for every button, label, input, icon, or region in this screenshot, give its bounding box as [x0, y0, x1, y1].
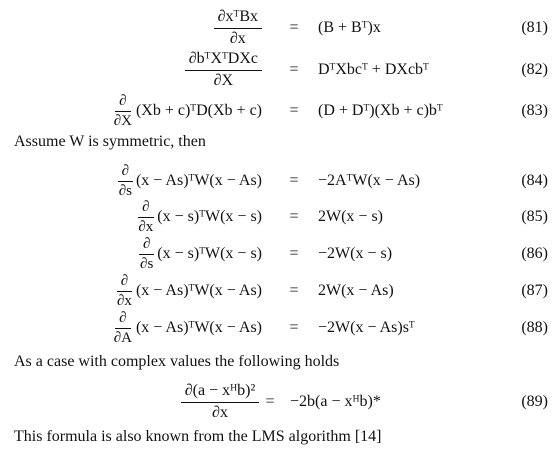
- complex-case-text: As a case with complex values the following holds: [14, 353, 340, 370]
- fraction-numerator: ∂: [117, 273, 132, 292]
- fraction: [136, 236, 157, 272]
- fraction: [115, 163, 136, 199]
- equation-rhs: −2AᵀW(x − As): [318, 172, 421, 189]
- derivative-argument: (Xb + c)ᵀD(Xb + c): [135, 102, 262, 119]
- equals-sign: =: [289, 208, 299, 225]
- equation-rhs: 2W(x − s): [318, 208, 384, 225]
- fraction: [113, 273, 136, 309]
- fraction-numerator: ∂: [115, 93, 130, 112]
- equation-number: (81): [521, 19, 548, 36]
- equation-81: [0, 8, 556, 48]
- fraction: [110, 93, 136, 129]
- derivative-argument: (x − As)ᵀW(x − As): [135, 319, 262, 336]
- equation-89: [0, 380, 556, 424]
- fraction-denominator: ∂s: [140, 256, 154, 272]
- fraction-numerator: ∂: [115, 310, 130, 329]
- fraction: [185, 50, 262, 90]
- fraction-denominator: ∂x: [229, 30, 246, 47]
- equation-number: (85): [521, 208, 548, 225]
- equation-number: (86): [521, 245, 548, 262]
- fraction: [134, 199, 157, 235]
- equation-number: (82): [521, 61, 548, 78]
- equation-lhs: [134, 198, 262, 236]
- equation-83: [0, 90, 556, 132]
- equals-sign: =: [289, 19, 299, 36]
- equation-rhs: −2W(x − As)sᵀ: [318, 319, 415, 336]
- equation-lhs: [115, 161, 262, 201]
- equals-sign: =: [289, 282, 299, 299]
- equation-rhs: 2W(x − As): [318, 282, 394, 299]
- equation-number: (84): [521, 172, 548, 189]
- equals-sign: =: [289, 319, 299, 336]
- equals-sign: =: [265, 393, 275, 410]
- equation-number: (88): [521, 319, 548, 336]
- fraction-numerator: ∂: [138, 199, 153, 218]
- fraction-denominator: ∂X: [213, 72, 234, 89]
- equation-lhs: [214, 8, 262, 48]
- equals-sign: =: [289, 102, 299, 119]
- fraction: [110, 310, 136, 346]
- fraction-numerator: ∂(a − xᴴb)²: [181, 382, 260, 403]
- fraction: [181, 382, 260, 422]
- derivative-argument: (x − s)ᵀW(x − s): [157, 245, 262, 262]
- equation-lhs: [136, 235, 262, 273]
- equation-82: [0, 50, 556, 90]
- equation-rhs: −2W(x − s): [318, 245, 393, 262]
- derivative-argument: (x − s)ᵀW(x − s): [157, 208, 262, 225]
- equation-number: (87): [521, 282, 548, 299]
- equation-85: [0, 198, 556, 236]
- fraction-numerator: ∂xᵀBx: [214, 8, 262, 29]
- derivative-argument: (x − As)ᵀW(x − As): [135, 172, 262, 189]
- fraction-denominator: ∂x: [212, 404, 228, 421]
- equation-lhs: [113, 272, 262, 310]
- equation-lhs: [110, 90, 262, 132]
- equals-sign: =: [289, 245, 299, 262]
- equation-number: (89): [521, 393, 548, 410]
- assumption-text: Assume W is symmetric, then: [14, 133, 206, 150]
- fraction-denominator: ∂A: [113, 330, 132, 346]
- fraction-numerator: ∂: [139, 236, 154, 255]
- equation-number: (83): [521, 102, 548, 119]
- equation-rhs: (B + Bᵀ)x: [318, 19, 381, 36]
- fraction-denominator: ∂x: [138, 219, 154, 235]
- equation-88: [0, 308, 556, 348]
- fraction: [214, 8, 262, 48]
- equals-sign: =: [289, 172, 299, 189]
- equation-rhs: DᵀXbcᵀ + DXcbᵀ: [318, 61, 429, 78]
- fraction-numerator: ∂bᵀXᵀDXc: [185, 50, 262, 71]
- fraction-denominator: ∂x: [117, 293, 132, 309]
- equals-sign: =: [289, 61, 299, 78]
- fraction-denominator: ∂X: [113, 113, 132, 129]
- equation-lhs: [185, 50, 262, 90]
- equation-86: [0, 235, 556, 273]
- fraction-denominator: ∂s: [118, 183, 132, 199]
- equation-rhs: −2b(a − xᴴb)*: [290, 393, 381, 410]
- equation-lhs: [110, 308, 262, 348]
- fraction-numerator: ∂: [118, 163, 133, 182]
- lms-text: This formula is also known from the LMS algorithm [14]: [14, 428, 382, 445]
- derivative-argument: (x − As)ᵀW(x − As): [135, 282, 262, 299]
- equation-87: [0, 272, 556, 310]
- equation-84: [0, 161, 556, 201]
- equation-rhs: (D + Dᵀ)(Xb + c)bᵀ: [318, 102, 443, 119]
